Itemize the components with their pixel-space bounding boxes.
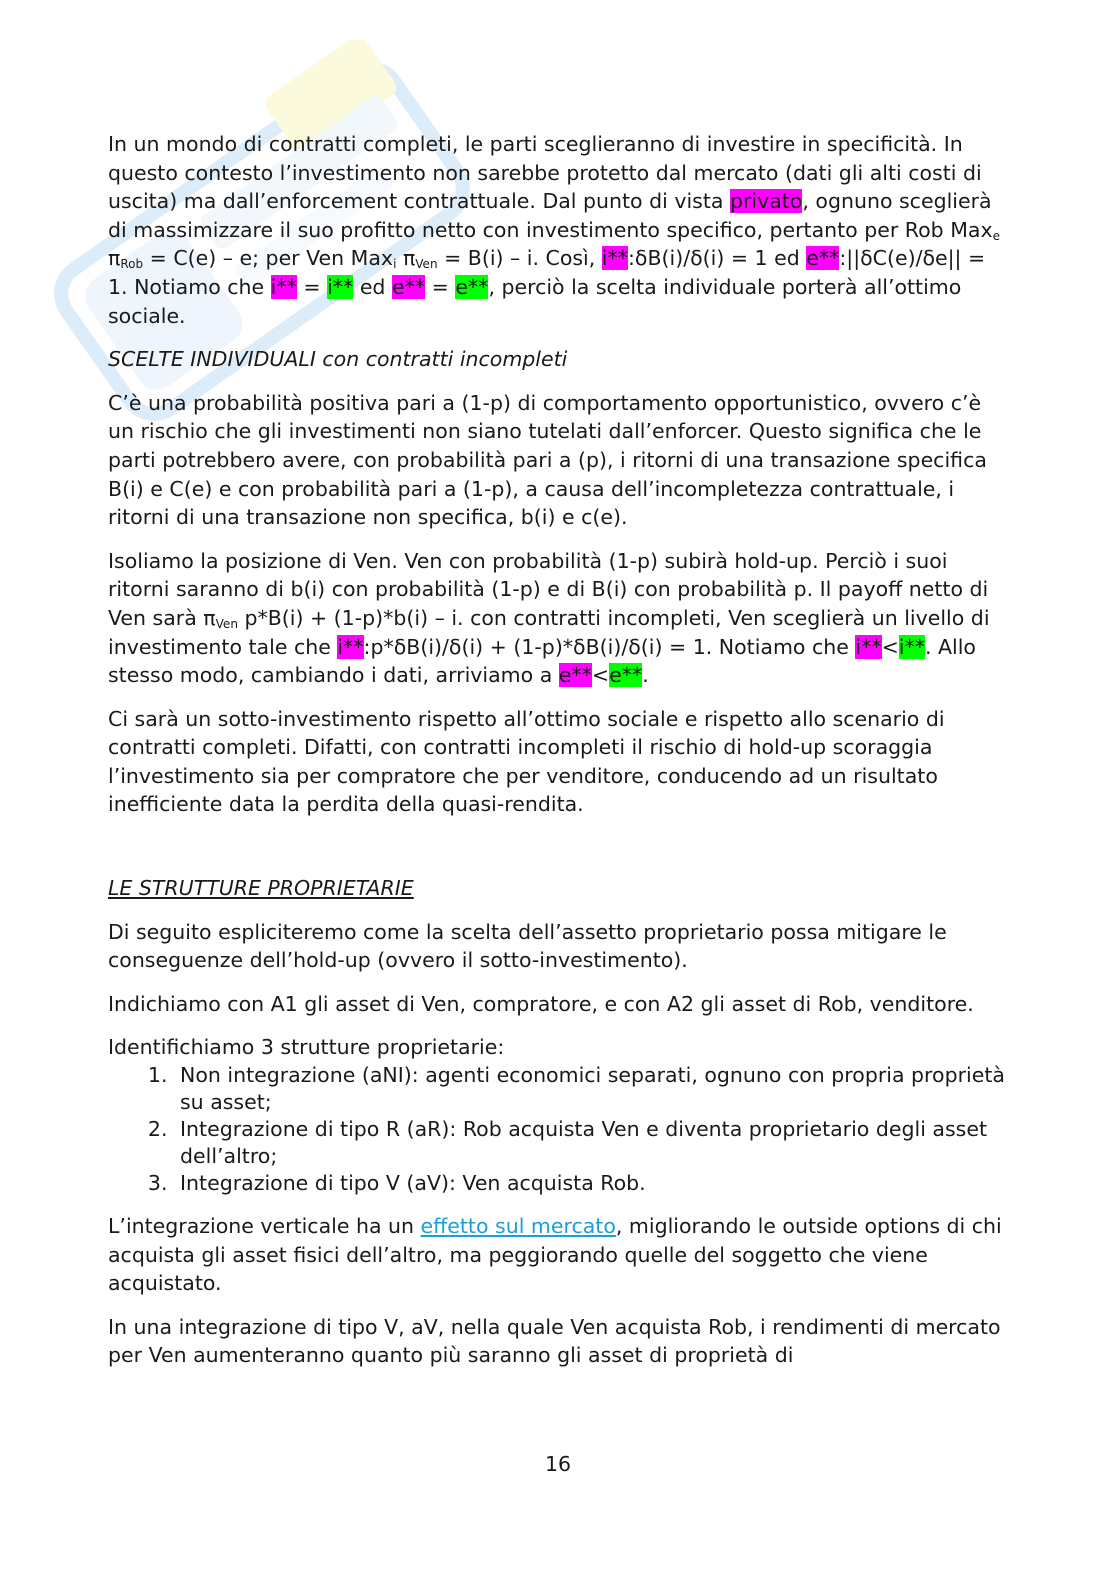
subscript-ven: Ven	[415, 257, 438, 272]
effetto-sul-mercato-link[interactable]: effetto sul mercato	[420, 1214, 616, 1239]
text-segment: In un mondo di contratti completi, le parti sceglieranno di investire in specificità. In questo contesto l’investimento non sarebbe protetto dal mercato (dati gli alti costi di uscita) ma dall’enforcement contrattuale. Dal punto di vista	[108, 132, 982, 214]
text-segment: Isoliamo la posizione di Ven. Ven con probabilità (1-p) subirà hold-up. Perciò i suoi ritorni saranno di b(i) con probabilità (1-p) e di B(i) con probabilità p. Il payoff netto di Ven sarà π	[108, 548, 989, 630]
text-segment: =	[425, 274, 456, 299]
text-segment: π	[396, 246, 416, 271]
subscript-rob: Rob	[120, 257, 144, 272]
subscript-e: e	[992, 228, 1000, 243]
text-segment: L’integrazione verticale ha un	[108, 1214, 421, 1239]
paragraph-contratti-completi	[108, 130, 1008, 330]
highlight-privato: privato	[729, 189, 803, 214]
text-segment: = B(i) – i. Così,	[437, 246, 602, 271]
text-segment: :δB(i)/δ(i) = 1 ed	[628, 246, 807, 271]
text-segment: , ognuno sceglierà di massimizzare il suo profitto netto con investimento specifico, pertanto per Rob Max	[108, 189, 993, 242]
highlight-e-star: e**	[558, 663, 592, 688]
text-segment: . Allo stesso modo, cambiando i dati, arriviamo a	[108, 634, 976, 688]
highlight-e-star-green: e**	[609, 663, 643, 688]
highlight-e-star: e**	[806, 246, 840, 271]
highlight-i-star: i**	[337, 634, 364, 659]
text-segment: ed	[353, 274, 392, 299]
highlight-e-star: e**	[391, 274, 426, 299]
highlight-i-star: i**	[855, 634, 882, 659]
highlight-i-star: i**	[270, 274, 297, 299]
text-segment: .	[642, 663, 649, 688]
section-heading-strutture-proprietarie: LE STRUTTURE PROPRIETARIE	[108, 876, 414, 901]
spacer	[108, 834, 1008, 874]
paragraph-posizione-ven	[108, 547, 1008, 690]
subscript-i: i	[393, 257, 397, 272]
ownership-structures-list	[108, 1062, 1008, 1197]
text-segment: <	[591, 663, 610, 688]
list-item: 2. Integrazione di tipo R (aR): Rob acquista Ven e diventa proprietario degli asset dell’altro;	[174, 1116, 1008, 1170]
highlight-i-star: i**	[601, 246, 628, 271]
text-segment: , migliorando le outside options di chi acquista gli asset fisici dell’altro, ma peggiorando quelle del soggetto che viene acquistato.	[108, 1214, 1002, 1296]
text-segment: π	[108, 246, 121, 271]
paragraph-list-intro: Identifichiamo 3 strutture proprietarie:	[108, 1035, 505, 1060]
text-segment: <	[881, 634, 899, 659]
text-segment: p*B(i) + (1-p)*b(i) – i. con contratti incompleti, Ven sceglierà un livello di investimento tale che	[108, 605, 990, 659]
page-number: 16	[544, 1452, 572, 1476]
paragraph-asset-definition: Indichiamo con A1 gli asset di Ven, compratore, e con A2 gli asset di Rob, venditore.	[108, 991, 974, 1016]
section-heading-scelte-individuali: SCELTE INDIVIDUALI con contratti incompleti	[108, 347, 568, 372]
paragraph-sotto-investimento: Ci sarà un sotto-investimento rispetto all’ottimo sociale e rispetto allo scenario di contratti completi. Difatti, con contratti incompleti il rischio di hold-up scoraggia l’investimento sia per compratore che per venditore, conducendo ad un risultato inefficiente data la perdita della quasi-rendita.	[108, 706, 945, 817]
subscript-ven: Ven	[215, 616, 238, 631]
paragraph-integrazione-tipo-v: In una integrazione di tipo V, aV, nella quale Ven acquista Rob, i rendimenti di mercato per Ven aumenteranno quanto più saranno gli asset di proprietà di	[108, 1314, 1001, 1368]
text-segment: :p*δB(i)/δ(i) + (1-p)*δB(i)/δ(i) = 1. Notiamo che	[363, 634, 856, 659]
paragraph-probabilita: C’è una probabilità positiva pari a (1-p) di comportamento opportunistico, ovvero c’è un rischio che gli investimenti non siano tutelati dall’enforcer. Questo significa che le parti potrebbero avere, con probabilità pari a (p), i ritorni di una transazione specifica B(i) e C(e) e con probabilità pari a (1-p), a causa dell’incompletezza contrattuale, i ritorni di una transazione non specifica, b(i) e c(e).	[108, 390, 987, 530]
text-segment: :||δC(e)/δe|| = 1. Notiamo che	[108, 246, 986, 299]
list-item: 3. Integrazione di tipo V (aV): Ven acquista Rob.	[174, 1170, 1008, 1197]
list-item: 1. Non integrazione (aNI): agenti economici separati, ognuno con propria proprietà su asset;	[174, 1062, 1008, 1116]
highlight-e-star-green: e**	[455, 274, 489, 299]
highlight-i-star-green: i**	[898, 634, 925, 659]
text-segment: , perciò la scelta individuale porterà all’ottimo sociale.	[108, 274, 962, 328]
text-segment: = C(e) – e; per Ven Max	[143, 246, 394, 271]
highlight-i-star-green: i**	[327, 274, 354, 299]
paragraph-integrazione-verticale	[108, 1212, 1008, 1298]
paragraph-assetto-proprietario: Di seguito espliciteremo come la scelta dell’assetto proprietario possa mitigare le conseguenze dell’hold-up (ovvero il sotto-investimento).	[108, 919, 947, 973]
document-page	[108, 130, 1008, 1385]
text-segment: =	[296, 274, 328, 299]
